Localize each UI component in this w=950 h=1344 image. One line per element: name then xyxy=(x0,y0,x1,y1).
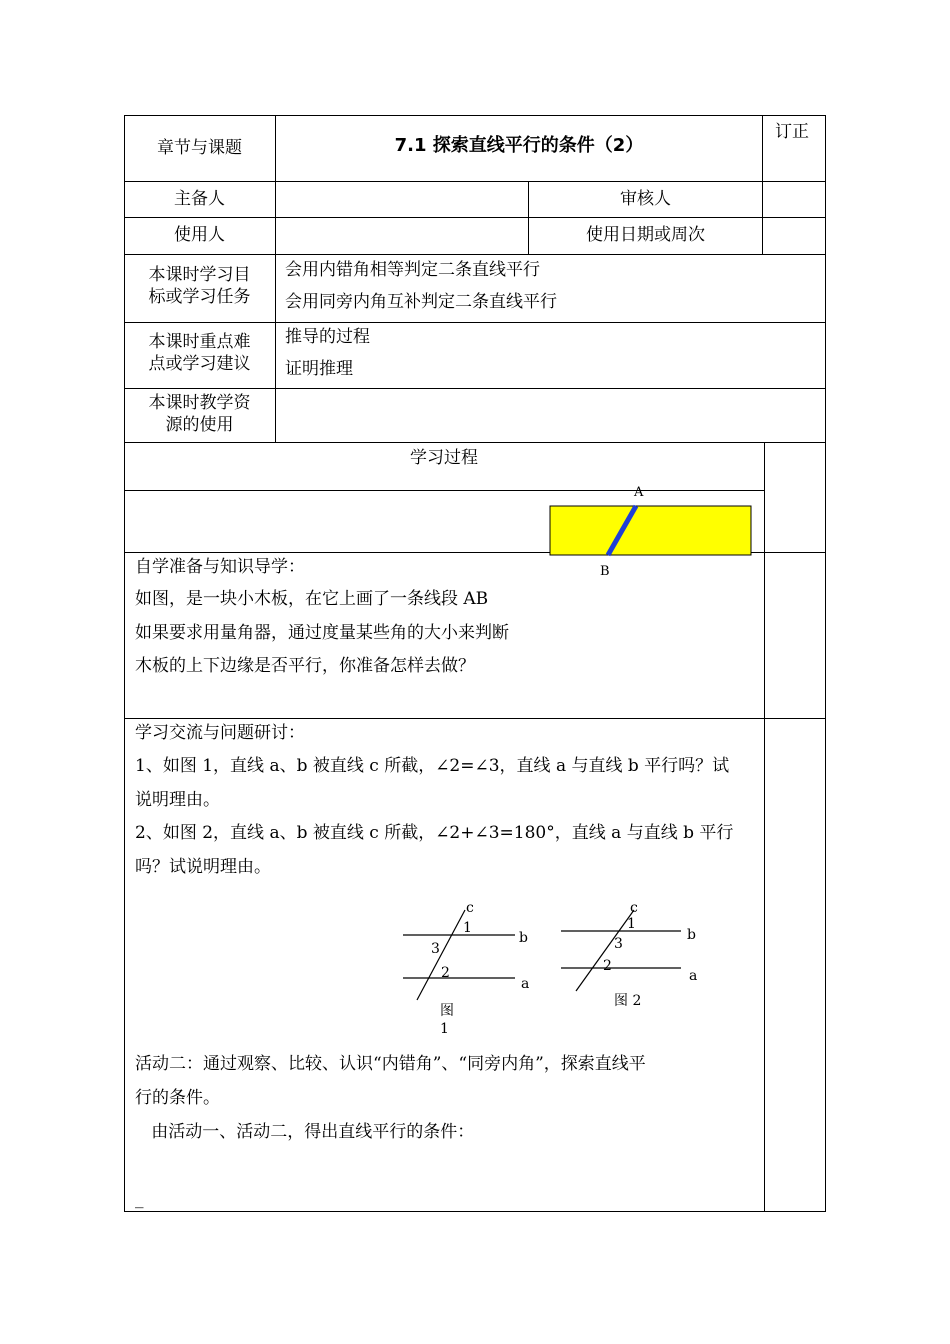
label-2: 2 xyxy=(603,958,612,974)
discussion-line: 2、如图 2，直线 a、b 被直线 c 所截，∠2+∠3=180°，直线 a 与直线 b 平行 xyxy=(135,823,734,843)
discussion-line: 1、如图 1，直线 a、b 被直线 c 所截，∠2=∠3，直线 a 与直线 b 平行吗？试 xyxy=(135,756,730,776)
figure-2 xyxy=(556,895,706,1020)
self-study-heading: 自学准备与知识导学： xyxy=(135,557,305,577)
resources-label-2: 源的使用 xyxy=(165,415,234,435)
caption-1b: 1 xyxy=(440,1021,449,1037)
objectives-label-1: 本课时学习目 xyxy=(148,265,251,285)
self-study-line: 木板的上下边缘是否平行，你准备怎样去做？ xyxy=(135,656,475,676)
discussion-line: 说明理由。 xyxy=(135,790,220,810)
activity-line: 活动二：通过观察、比较、认识“内错角”、“同旁内角”，探索直线平 xyxy=(135,1054,646,1074)
keypoints-label-2: 点或学习建议 xyxy=(148,354,251,374)
discussion-line: 吗？试说明理由。 xyxy=(135,857,271,877)
self-study-line: 如果要求用量角器，通过度量某些角的大小来判断 xyxy=(135,623,509,643)
preparer-label: 主备人 xyxy=(174,189,225,209)
reviewer-label: 审核人 xyxy=(620,189,671,209)
label-b: B xyxy=(600,564,610,579)
caption-2: 图 2 xyxy=(614,993,642,1009)
page-title: 7.1 探索直线平行的条件（2） xyxy=(394,135,644,156)
objectives-label-2: 标或学习任务 xyxy=(148,287,251,307)
label-2: 2 xyxy=(441,965,450,981)
line-c xyxy=(417,910,465,1000)
line-c xyxy=(576,910,634,991)
objective-item: 会用内错角相等判定二条直线平行 xyxy=(285,260,540,280)
board-figure xyxy=(545,482,760,580)
figure-1 xyxy=(395,895,540,1040)
label-b-text: b xyxy=(519,930,528,946)
user-label: 使用人 xyxy=(174,225,225,245)
correction-label: 订正 xyxy=(775,122,809,142)
keypoints-label-1: 本课时重点难 xyxy=(148,332,251,352)
label-3: 3 xyxy=(431,941,440,957)
label-a: A xyxy=(634,485,644,500)
activity-line: 行的条件。 xyxy=(135,1088,220,1108)
wooden-board xyxy=(550,506,751,555)
objective-item: 会用同旁内角互补判定二条直线平行 xyxy=(285,292,557,312)
date-label: 使用日期或周次 xyxy=(586,225,705,245)
label-a-text: a xyxy=(521,976,530,992)
resources-label-1: 本课时教学资 xyxy=(148,393,251,413)
self-study-line: 如图，是一块小木板，在它上画了一条线段 AB xyxy=(135,589,489,609)
label-c: c xyxy=(466,900,474,916)
chapter-label: 章节与课题 xyxy=(157,138,242,158)
trailing-mark: _ xyxy=(135,1189,144,1209)
label-b-text: b xyxy=(687,927,696,943)
keypoint-item: 推导的过程 xyxy=(285,327,370,347)
caption-1a: 图 xyxy=(440,1003,454,1019)
label-1: 1 xyxy=(463,920,472,936)
label-a-text: a xyxy=(689,968,698,984)
label-3: 3 xyxy=(614,936,623,952)
discussion-heading: 学习交流与问题研讨： xyxy=(135,723,305,743)
process-heading: 学习过程 xyxy=(410,448,478,468)
activity-line: 由活动一、活动二，得出直线平行的条件： xyxy=(135,1122,475,1142)
keypoint-item: 证明推理 xyxy=(285,359,353,379)
label-c: c xyxy=(630,900,638,916)
label-1: 1 xyxy=(627,916,636,932)
